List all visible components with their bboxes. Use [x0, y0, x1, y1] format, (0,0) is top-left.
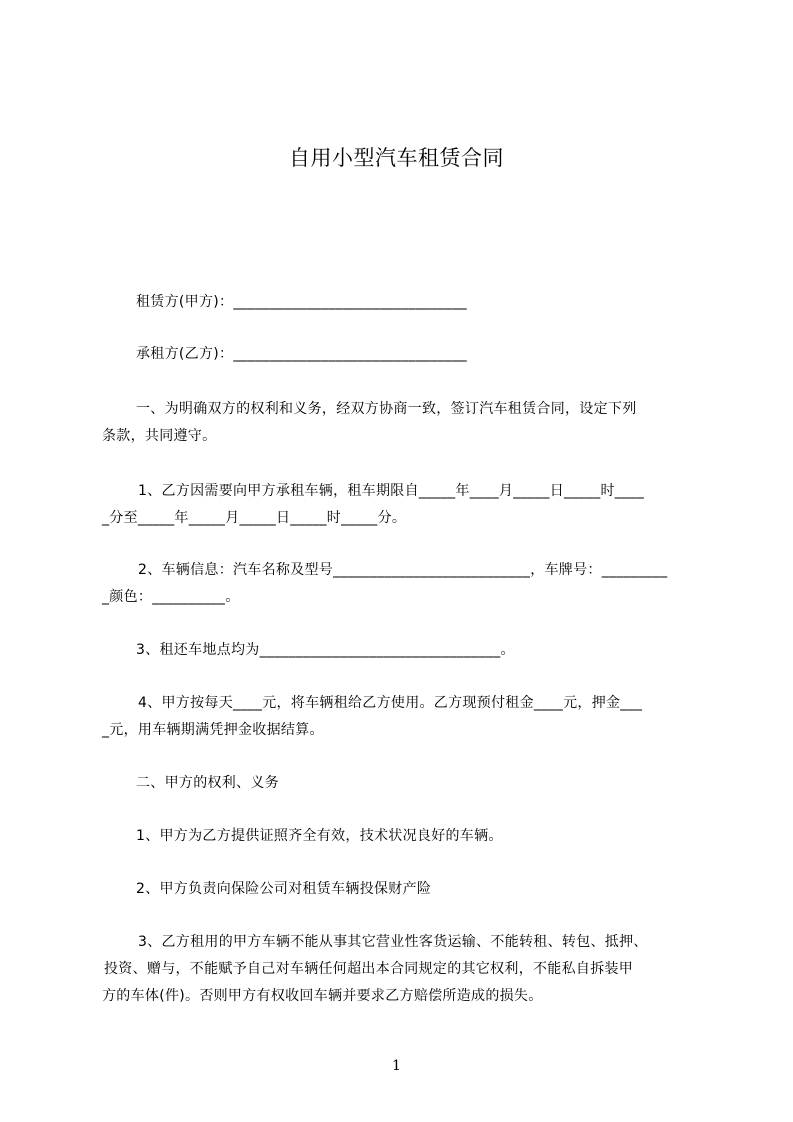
- clause-1-2-line-2: _颜色：__________。: [102, 589, 240, 605]
- clause-2-3-line-2: 投资、赠与，不能赋予自己对车辆任何超出本合同规定的其它权利，不能私自拆装甲: [104, 961, 634, 977]
- section-1-intro-line-2: 条款，共同遵守。: [102, 428, 217, 444]
- clause-2-2-line: 2、甲方负责向保险公司对租赁车辆投保财产险: [136, 881, 432, 897]
- section-1-intro-line-1: 一、为明确双方的权利和义务，经双方协商一致，签订汽车租赁合同，设定下列: [136, 401, 637, 417]
- section-2-heading: 二、甲方的权利、义务: [136, 775, 279, 791]
- document-title: 自用小型汽车租赁合同: [289, 146, 504, 170]
- lessee-line: 承租方(乙方)：________________________________: [136, 346, 467, 362]
- clause-2-3-line-1: 3、乙方租用的甲方车辆不能从事其它营业性客货运输、不能转租、转包、抵押、: [138, 934, 648, 950]
- clause-1-1-line-2: _分至_____年_____月_____日_____时_____分。: [102, 510, 407, 526]
- page-number: 1: [392, 1058, 401, 1074]
- clause-1-4-line-2: _元，用车辆期满凭押金收据结算。: [102, 722, 324, 738]
- clause-2-3-line-3: 方的车体(件)。否则甲方有权收回车辆并要求乙方赔偿所造成的损失。: [102, 988, 543, 1004]
- clause-1-1-line-1: 1、乙方因需要向甲方承租车辆，租车期限自_____年____月_____日_____时____: [138, 483, 645, 499]
- clause-1-2-line-1: 2、车辆信息：汽车名称及型号___________________________，车牌号：_________: [138, 562, 668, 578]
- lessor-line: 租赁方(甲方)：________________________________: [136, 294, 467, 310]
- clause-1-3-line: 3、租还车地点均为_________________________________。: [136, 642, 515, 658]
- clause-1-4-line-1: 4、甲方按每天____元，将车辆租给乙方使用。乙方现预付租金____元，押金___: [138, 695, 643, 711]
- clause-2-1-line: 1、甲方为乙方提供证照齐全有效，技术状况良好的车辆。: [136, 828, 503, 844]
